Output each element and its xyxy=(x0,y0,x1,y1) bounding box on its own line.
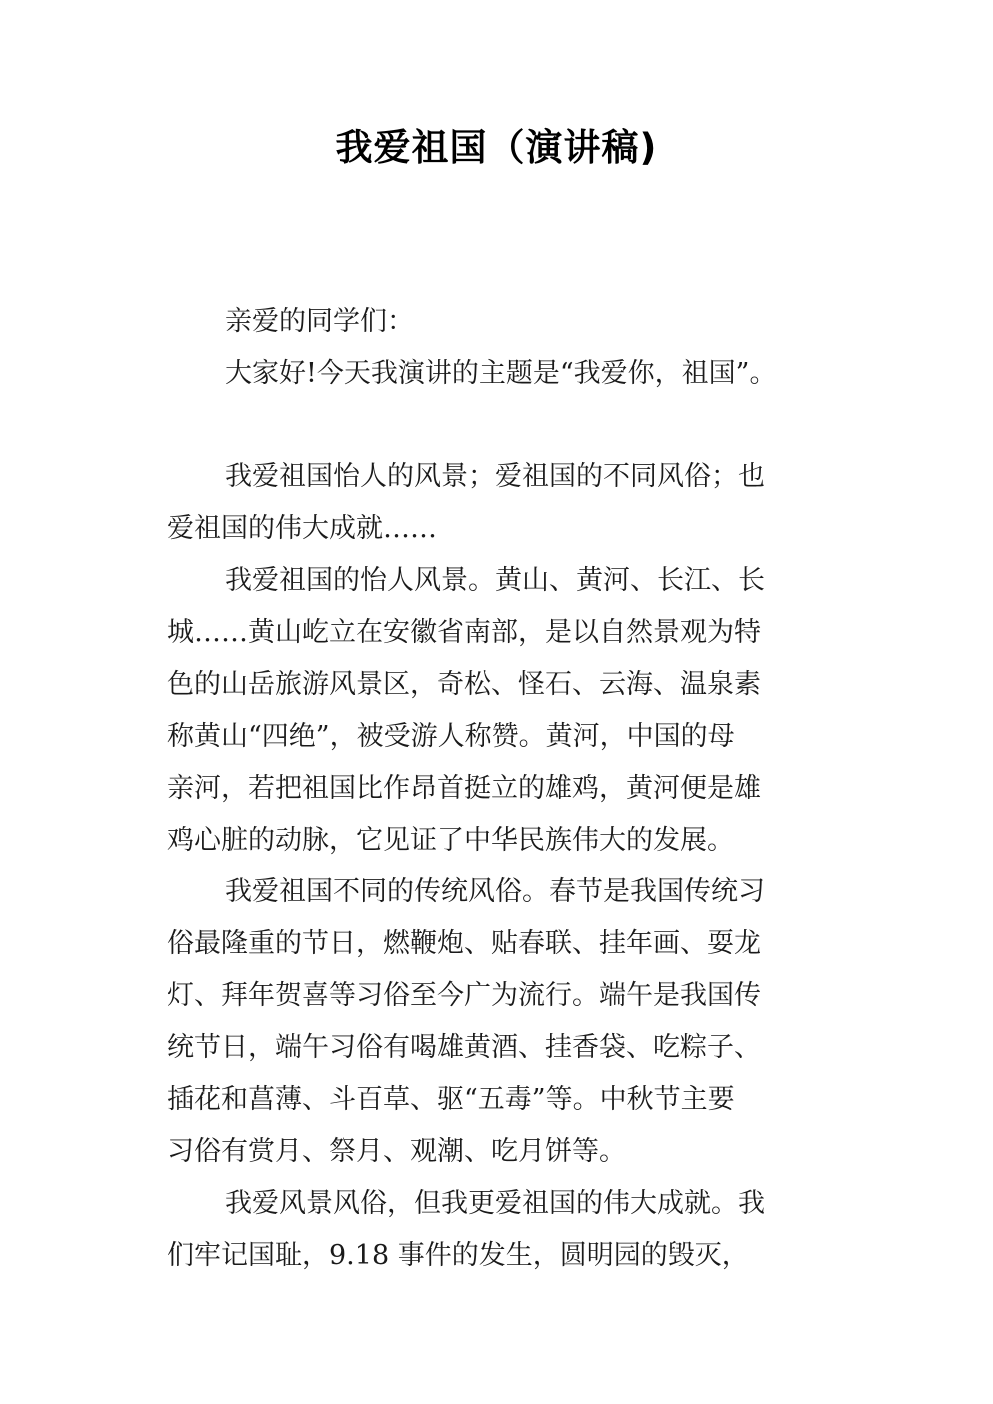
paragraph-4-line-1: 我爱风景风俗，但我更爱祖国的伟大成就。我 xyxy=(225,1188,765,1219)
paragraph-3-line-2: 俗最隆重的节日，燃鞭炮、贴春联、挂年画、耍龙 xyxy=(167,928,761,959)
paragraph-1-line-1: 我爱祖国怡人的风景；爱祖国的不同风俗；也 xyxy=(225,461,765,492)
paragraph-4-line-2: 们牢记国耻，9.18 事件的发生，圆明园的毁灭， xyxy=(167,1240,749,1271)
paragraph-2-line-2: 城……黄山屹立在安徽省南部，是以自然景观为特 xyxy=(167,617,761,648)
paragraph-2-line-6: 鸡心脏的动脉，它见证了中华民族伟大的发展。 xyxy=(167,825,734,856)
opening-line: 大家好!今天我演讲的主题是“我爱你，祖国”。 xyxy=(225,358,777,389)
paragraph-3-line-4: 统节日，端午习俗有喝雄黄酒、挂香袋、吃粽子、 xyxy=(167,1032,761,1063)
paragraph-3-line-1: 我爱祖国不同的传统风俗。春节是我国传统习 xyxy=(225,876,765,907)
paragraph-3-line-6: 习俗有赏月、祭月、观潮、吃月饼等。 xyxy=(167,1136,626,1167)
paragraph-2-line-5: 亲河，若把祖国比作昂首挺立的雄鸡，黄河便是雄 xyxy=(167,773,761,804)
paragraph-1-line-2: 爱祖国的伟大成就…… xyxy=(167,513,437,544)
salutation: 亲爱的同学们： xyxy=(225,306,414,337)
document-title: 我爱祖国（演讲稿) xyxy=(335,126,658,169)
paragraph-3-line-3: 灯、拜年贺喜等习俗至今广为流行。端午是我国传 xyxy=(167,980,761,1011)
paragraph-2-line-1: 我爱祖国的怡人风景。黄山、黄河、长江、长 xyxy=(225,565,765,596)
paragraph-2-line-4: 称黄山“四绝”，被受游人称赞。黄河，中国的母 xyxy=(167,721,735,752)
paragraph-2-line-3: 色的山岳旅游风景区，奇松、怪石、云海、温泉素 xyxy=(167,669,761,700)
paragraph-3-line-5: 插花和菖薄、斗百草、驱“五毒”等。中秋节主要 xyxy=(167,1084,735,1115)
